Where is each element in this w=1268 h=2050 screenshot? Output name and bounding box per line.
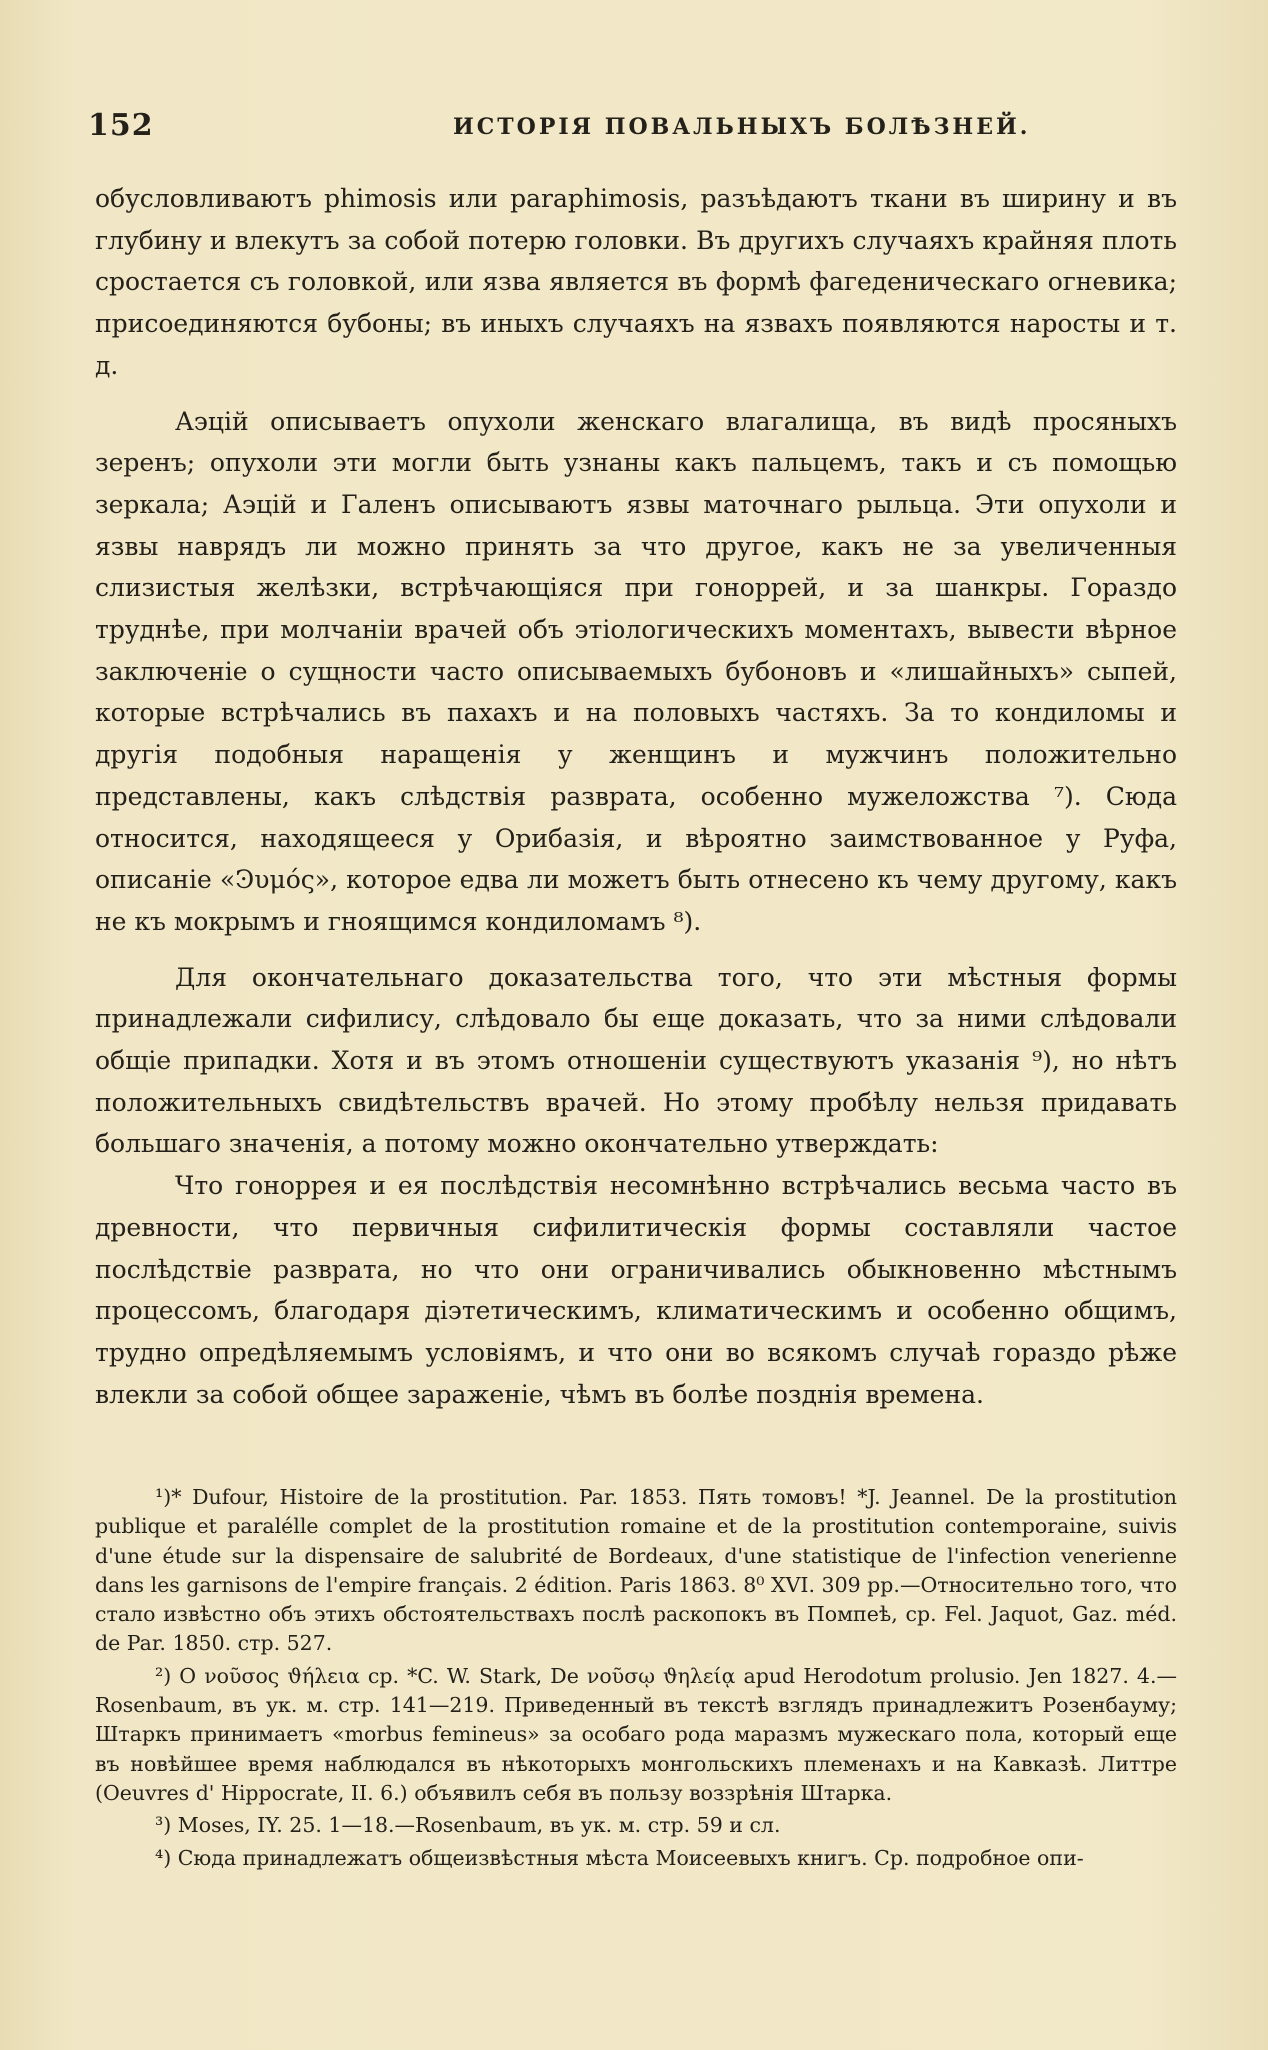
footnote: ³) Moses, IY. 25. 1—18.—Rosenbaum, въ ук. м. стр. 59 и сл. bbox=[155, 1813, 781, 1838]
page-header bbox=[88, 108, 1168, 148]
main-text bbox=[95, 178, 1177, 1415]
running-title: ИСТОРІЯ ПОВАЛЬНЫХЪ БОЛѢЗНЕЙ. bbox=[453, 114, 1031, 140]
paragraph: обусловливаютъ phimosis или paraphimosis, разъѣдаютъ ткани въ ширину и въ глубину и влекутъ за собой потерю головки. Въ другихъ случаяхъ крайняя плоть сростается съ головкой, или язва является въ формѣ фагеденическаго огневика; присоединяются бубоны; въ иныхъ случаяхъ на язвахъ появляются наросты и т. д. bbox=[95, 184, 1177, 380]
footnote: ²) О νοῦσος ϑήλεια ср. *C. W. Stark, De νοῦσῳ ϑηλείᾳ apud Herodotum prolusio. Jen 1827. 4.—Rosenbaum, въ ук. м. стр. 141—219. Приведенный въ текстѣ взглядъ принадлежитъ Розенбауму; Штаркъ принимаетъ «morbus femineus» за особаго рода маразмъ мужескаго пола, который еще въ новѣйшее время наблюдался въ нѣкоторыхъ монгольскихъ племенахъ и на Кавказѣ. Литтре (Oeuvres d' Hippocrate, II. 6.) объявилъ себя въ пользу воззрѣнія Штарка. bbox=[95, 1663, 1177, 1805]
paragraph: Для окончательнаго доказательства того, что эти мѣстныя формы принадлежали сифилису, слѣдовало бы еще доказать, что за ними слѣдовали общіе припадки. Хотя и въ этомъ отношеніи существуютъ указанія ⁹), но нѣтъ положительныхъ свидѣтельствъ врачей. Но этому пробѣлу нельзя придавать большаго значенія, а потому можно окончательно утверждать: bbox=[95, 962, 1177, 1159]
paragraph: Что гоноррея и ея послѣдствія несомнѣнно встрѣчались весьма часто въ древности, что первичныя сифилитическія формы составляли частое послѣдствіе разврата, но что они ограничивались обыкновенно мѣстнымъ процессомъ, благодаря діэтетическимъ, климатическимъ и особенно общимъ, трудно опредѣляемымъ условіямъ, и что они во всякомъ случаѣ гораздо рѣже влекли за собой общее зараженіе, чѣмъ въ болѣе позднія времена. bbox=[95, 1171, 1177, 1409]
footnote: ¹)* Dufour, Histoire de la prostitution. Par. 1853. Пять томовъ! *J. Jeannel. De la prostitution publique et paralélle complet de la prostitution romaine et de la prostitution contemporaine, suivis d'une étude sur la dispensaire de salubrité de Bordeaux, d'une statistique de l'infection venerienne dans les garnisons de l'empire français. 2 édition. Paris 1863. 8⁰ XVI. 309 pp.—Относительно того, что стало извѣстно объ этихъ обстоятельствахъ послѣ раскопокъ въ Помпеѣ, ср. Fel. Jaquot, Gaz. méd. de Par. 1850. стр. 527. bbox=[95, 1485, 1177, 1656]
paragraph: Аэцій описываетъ опухоли женскаго влагалища, въ видѣ просяныхъ зеренъ; опухоли эти могли быть узнаны какъ пальцемъ, такъ и съ помощью зеркала; Аэцій и Галенъ описываютъ язвы маточнаго рыльца. Эти опухоли и язвы наврядъ ли можно принять за что другое, какъ не за увеличенныя слизистыя желѣзки, встрѣчающіяся при гоноррей, и за шанкры. Гораздо труднѣе, при молчаніи врачей объ этіологическихъ моментахъ, вывести вѣрное заключеніе о сущности часто описываемыхъ бубоновъ и «лишайныхъ» сыпей, которые встрѣчались въ пахахъ и на половыхъ частяхъ. За то кондиломы и другія подобныя наращенія у женщинъ и мужчинъ положительно представлены, какъ слѣдствія разврата, особенно мужеложства ⁷). Сюда относится, находящееся у Орибазія, и вѣроятно заимствованное у Руфа, описаніе «Ͽυμός», которое едва ли можетъ быть отнесено къ чему другому, какъ не къ мокрымъ и гноящимся кондиломамъ ⁸). bbox=[95, 406, 1177, 936]
page-number: 152 bbox=[88, 108, 154, 143]
footnote: ⁴) Сюда принадлежатъ общеизвѣстныя мѣста Моисеевыхъ книгъ. Ср. подробное опи- bbox=[155, 1845, 1084, 1870]
footnotes bbox=[95, 1483, 1177, 1873]
